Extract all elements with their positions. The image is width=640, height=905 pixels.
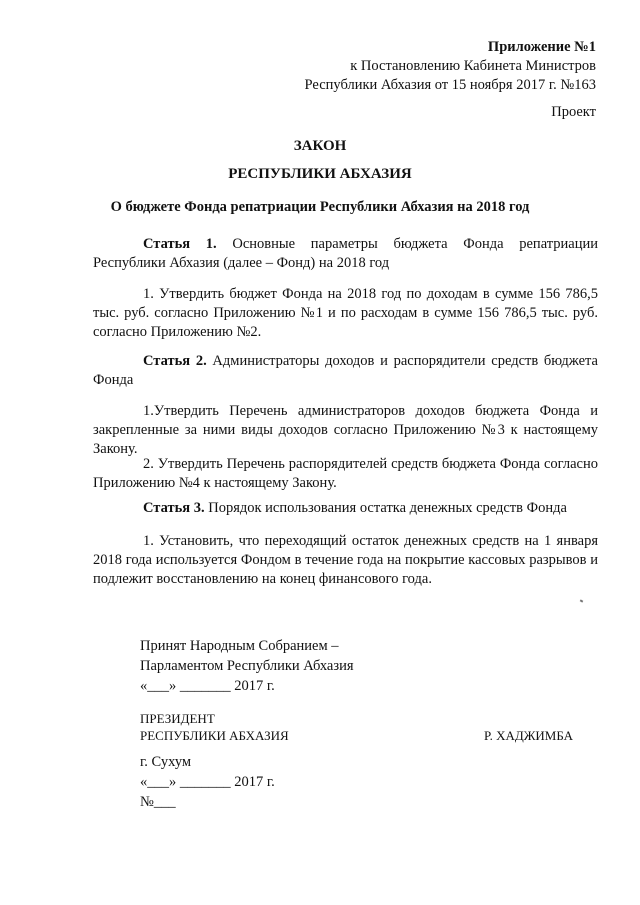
adoption-line-2: Парламентом Республики Абхазия — [140, 658, 354, 674]
appendix-resolution-line: к Постановлению Кабинета Министров — [350, 58, 596, 74]
document-number: №___ — [140, 794, 176, 810]
adoption-date: «___» _______ 2017 г. — [140, 678, 275, 694]
article-2-label: Статья 2. — [143, 353, 207, 369]
signature-title-2: РЕСПУБЛИКИ АБХАЗИЯ — [140, 728, 289, 743]
adoption-line-1: Принят Народным Собранием – — [140, 638, 339, 654]
place-date: «___» _______ 2017 г. — [140, 774, 275, 790]
article-1-label: Статья 1. — [143, 236, 217, 252]
article-3-item-1: 1. Установить, что переходящий остаток денежных средств на 1 января 2018 года используется Фондом в течение года на покрытие кассовых разрывов и подлежит восстановлению на конец финансового года. — [93, 533, 598, 587]
law-subject: О бюджете Фонда репатриации Республики Абхазия на 2018 год — [110, 199, 530, 215]
article-3-heading — [93, 499, 598, 518]
article-3-title: Порядок использования остатка денежных средств Фонда — [204, 500, 567, 516]
appendix-label: Приложение №1 — [487, 39, 596, 55]
appendix-resolution-date: Республики Абхазия от 15 ноября 2017 г. №163 — [304, 77, 596, 93]
signature-name: Р. ХАДЖИМБА — [484, 728, 574, 743]
scan-speck — [580, 599, 584, 602]
article-2-heading — [93, 352, 598, 390]
republic-title: РЕСПУБЛИКИ АБХАЗИЯ — [228, 166, 412, 182]
article-1-heading — [93, 235, 598, 273]
signature-title-1: ПРЕЗИДЕНТ — [140, 711, 215, 726]
article-3-label: Статья 3. — [143, 500, 205, 516]
article-1-item-1: 1. Утвердить бюджет Фонда на 2018 год по доходам в сумме 156 786,5 тыс. руб. согласно Приложению №1 и по расходам в сумме 156 786,5 тыс. руб. согласно Приложению №2. — [93, 286, 598, 340]
draft-label: Проект — [551, 104, 596, 120]
article-2-item-2: 2. Утвердить Перечень распорядителей средств бюджета Фонда согласно Приложению №4 к настоящему Закону. — [93, 456, 598, 491]
article-1-title: Основные параметры бюджета Фонда репатриации Республики Абхазия (далее – Фонд) на 2018 год — [93, 236, 598, 271]
place-city: г. Сухум — [140, 754, 192, 770]
article-2-item-1: 1.Утвердить Перечень администраторов доходов бюджета Фонда и закрепленные за ними виды доходов согласно Приложению №3 к настоящему Закону. — [93, 403, 598, 457]
article-2-title: Администраторы доходов и распорядители средств бюджета Фонда — [93, 353, 598, 388]
law-title: ЗАКОН — [293, 138, 347, 154]
